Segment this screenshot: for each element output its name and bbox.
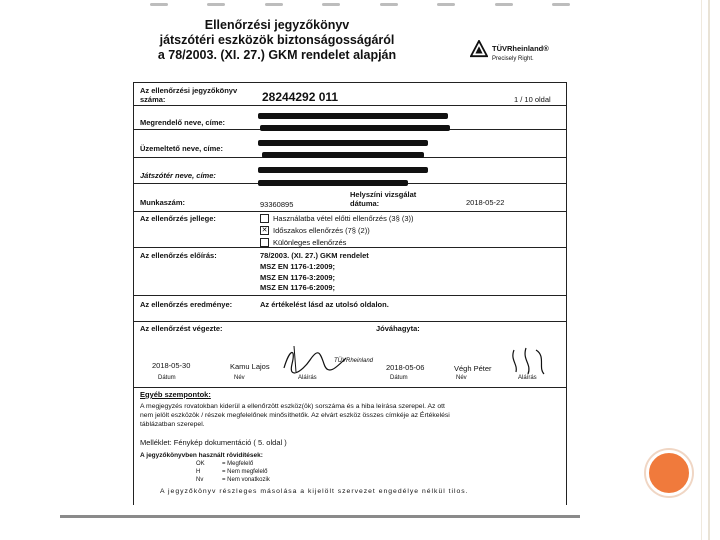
caption-name-2: Név bbox=[456, 375, 467, 381]
redacted-client-line-2 bbox=[260, 125, 450, 131]
notes-text-2: nem jelölt eszközök / részek megfelelőnek minősíthetők. Az elvárt eszköz összes címkéje az Értékelési bbox=[140, 412, 450, 419]
type-option-3: Különleges ellenőrzés bbox=[273, 238, 347, 247]
brand-slogan: Precisely Right. bbox=[492, 56, 534, 62]
redacted-playground-line-1 bbox=[258, 167, 428, 173]
legend-code-h: H bbox=[196, 469, 201, 475]
result-text: Az értékelést lásd az utolsó oldalon. bbox=[260, 300, 389, 309]
regulation-line-1: 78/2003. (XI. 27.) GKM rendelet bbox=[260, 251, 369, 260]
slide-decoration-circle bbox=[646, 450, 692, 496]
approved-by-label: Jóváhagyta: bbox=[376, 324, 420, 333]
type-checkbox-1[interactable] bbox=[260, 214, 269, 223]
notes-title: Egyéb szempontok: bbox=[140, 390, 211, 399]
legend-text-ok: = Megfelelő bbox=[222, 461, 254, 467]
footer-note: A jegyzőkönyv részleges másolása a kijelölt szervezet engedélye nélkül tilos. bbox=[160, 488, 469, 495]
notes-text-3: táblázatban szerepel. bbox=[140, 421, 205, 428]
caption-sign-1: Aláírás bbox=[298, 375, 317, 381]
type-checkbox-3[interactable] bbox=[260, 238, 269, 247]
type-option-2: Időszakos ellenőrzés (7§ (2)) bbox=[273, 226, 370, 235]
type-option-1: Használatba vétel előtti ellenőrzés (3§ (3)) bbox=[273, 214, 414, 223]
page-counter: 1 / 10 oldal bbox=[514, 95, 551, 104]
notes-text-1: A megjegyzés rovatokban kiderül a ellenőrzött eszköz(ök) sorszáma és a hiba leírása szerepel. Az ott bbox=[140, 403, 445, 410]
attachment-note: Melléklet: Fénykép dokumentáció ( 5. oldal ) bbox=[140, 438, 287, 447]
title-line-1: Ellenőrzési jegyzőkönyv bbox=[204, 18, 350, 32]
tuv-logo-icon bbox=[470, 40, 488, 58]
caption-name-1: Név bbox=[234, 375, 245, 381]
regulation-line-4: MSZ EN 1176-6:2009; bbox=[260, 283, 336, 292]
document-title bbox=[112, 18, 442, 63]
legend-text-nv: = Nem vonatkozik bbox=[222, 477, 270, 483]
inspection-type-label: Az ellenőrzés jellege: bbox=[140, 214, 216, 223]
inspection-date-label: Helyszíni vizsgálat dátuma: bbox=[350, 190, 417, 208]
legend-code-ok: OK bbox=[196, 461, 205, 467]
approver-name: Végh Péter bbox=[454, 364, 492, 373]
regulation-line-3: MSZ EN 1176-3:2009; bbox=[260, 273, 336, 282]
redacted-client-line-1 bbox=[258, 113, 448, 119]
work-number: 93360895 bbox=[260, 200, 294, 209]
legend-text-h: = Nem megfelelő bbox=[222, 469, 268, 475]
slide-rail-line bbox=[708, 0, 710, 540]
regulation-label: Az ellenőrzés előírás: bbox=[140, 251, 217, 260]
sign-date-2: 2018-05-06 bbox=[386, 363, 425, 372]
legend-title: A jegyzőkönyvben használt rövidítések: bbox=[140, 452, 263, 459]
page-top-marks bbox=[150, 3, 570, 9]
report-number-label: Az ellenőrzési jegyzőkönyv száma: bbox=[140, 86, 238, 104]
title-line-2: játszótéri eszközök biztonságosságáról bbox=[159, 33, 395, 47]
legend-code-nv: Nv bbox=[196, 477, 204, 483]
sign-date-1: 2018-05-30 bbox=[152, 361, 191, 370]
caption-date-2: Dátum bbox=[390, 375, 408, 381]
report-number: 28244292 011 bbox=[262, 90, 339, 104]
work-number-label: Munkaszám: bbox=[140, 198, 186, 207]
redacted-operator-line-2 bbox=[262, 152, 424, 158]
caption-sign-2: Aláírás bbox=[518, 375, 537, 381]
title-line-3: a 78/2003. (XI. 27.) GKM rendelet alapján bbox=[157, 48, 397, 62]
inspector-name: Kamu Lajos bbox=[230, 362, 270, 371]
approver-signature-icon bbox=[508, 346, 548, 378]
page-bottom-edge bbox=[60, 515, 580, 518]
client-label: Megrendelő neve, címe: bbox=[140, 118, 226, 127]
type-checkbox-2[interactable]: ✕ bbox=[261, 227, 268, 234]
slide-rail-line-thin bbox=[701, 0, 702, 540]
regulation-line-2: MSZ EN 1176-1:2009; bbox=[260, 262, 336, 271]
result-label: Az ellenőrzés eredménye: bbox=[140, 300, 233, 309]
playground-label: Játszótér neve, címe: bbox=[140, 171, 216, 180]
redacted-operator-line-1 bbox=[258, 140, 428, 146]
redacted-playground-line-2 bbox=[258, 180, 408, 186]
performed-by-label: Az ellenőrzést végezte: bbox=[140, 324, 223, 333]
inspection-date: 2018-05-22 bbox=[466, 198, 505, 207]
caption-date-1: Dátum bbox=[158, 375, 176, 381]
brand-name: TÜVRheinland® bbox=[492, 44, 549, 53]
stamp-text: TÜVRheinland bbox=[334, 358, 374, 364]
operator-label: Üzemeltető neve, címe: bbox=[140, 144, 223, 153]
